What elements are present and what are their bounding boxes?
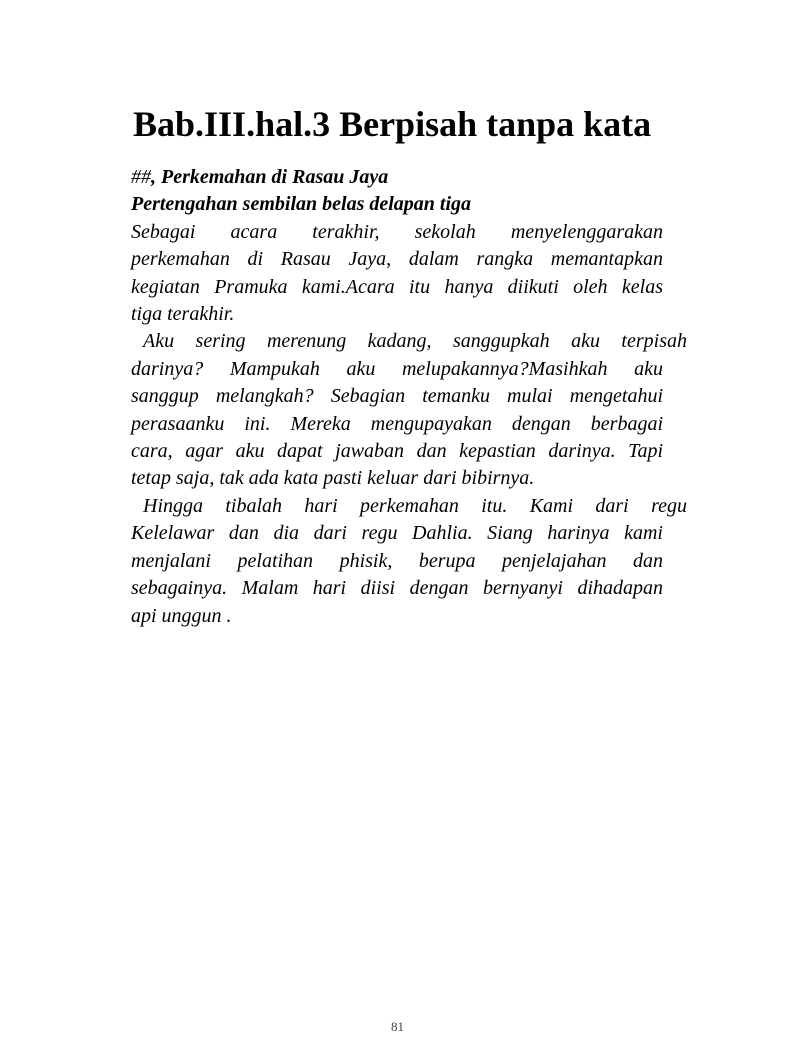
paragraph-2-line: darinya? Mampukah aku melupakannya?Masihkah aku xyxy=(131,357,663,380)
section-heading xyxy=(131,164,663,191)
paragraph-2-line: sanggup melangkah? Sebagian temanku mulai mengetahui xyxy=(131,385,663,408)
paragraph-2-line: tetap saja, tak ada kata pasti keluar dari bibirnya. xyxy=(131,467,535,490)
paragraph-2-line: Aku sering merenung kadang, sanggupkah aku terpisah xyxy=(143,330,687,353)
paragraph-3-line: menjalani pelatihan phisik, berupa penjelajahan dan xyxy=(131,549,663,572)
paragraph-3-line: api unggun . xyxy=(131,604,232,627)
paragraph-3-line: Kelelawar dan dia dari regu Dahlia. Siang harinya kami xyxy=(131,522,663,545)
heading-text: , Perkemahan di Rasau Jaya xyxy=(151,166,389,188)
body-text xyxy=(131,164,687,630)
paragraph-2-line: perasaanku ini. Mereka mengupayakan dengan berbagai xyxy=(131,412,663,435)
paragraph-1-line: kegiatan Pramuka kami.Acara itu hanya diikuti oleh kelas xyxy=(131,275,663,298)
paragraph-1-line: tiga terakhir. xyxy=(131,303,235,326)
page-number: 81 xyxy=(391,1019,404,1034)
paragraph-2-line: cara, agar aku dapat jawaban dan kepastian darinya. Tapi xyxy=(131,440,663,463)
heading-prefix: ## xyxy=(131,166,151,188)
chapter-title: Bab.III.hal.3 Berpisah tanpa kata xyxy=(133,104,652,144)
paragraph-1-line: Sebagai acara terakhir, sekolah menyelenggarakan xyxy=(131,220,663,243)
subheading: Pertengahan sembilan belas delapan tiga xyxy=(131,193,472,216)
paragraph-3-line: Hingga tibalah hari perkemahan itu. Kami dari regu xyxy=(143,494,687,517)
paragraph-1-line: perkemahan di Rasau Jaya, dalam rangka memantapkan xyxy=(131,248,663,271)
paragraph-3-line: sebagainya. Malam hari diisi dengan bernyanyi dihadapan xyxy=(131,577,663,600)
